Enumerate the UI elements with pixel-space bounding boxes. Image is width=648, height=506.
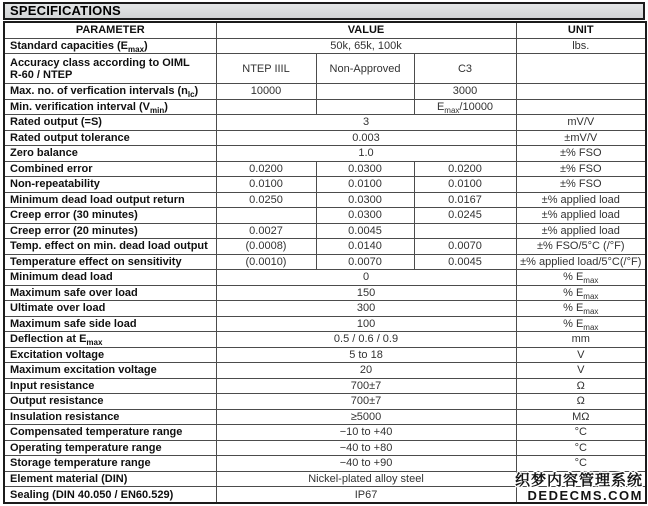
table-row [4, 99, 646, 115]
parameter-cell: Minimum dead load [4, 270, 216, 286]
unit-cell: lbs. [516, 38, 646, 54]
parameter-cell: Creep error (30 minutes) [4, 208, 216, 224]
parameter-cell: Input resistance [4, 378, 216, 394]
table-row [4, 425, 646, 441]
unit-cell [516, 84, 646, 100]
table-row [4, 192, 646, 208]
parameter-cell: Rated output tolerance [4, 130, 216, 146]
unit-cell: ±% FSO [516, 161, 646, 177]
value-cell [316, 99, 414, 115]
table-row [4, 363, 646, 379]
parameter-cell: Minimum dead load output return [4, 192, 216, 208]
table-row [4, 115, 646, 131]
value-cell: −40 to +90 [216, 456, 516, 472]
value-cell: 0.0100 [316, 177, 414, 193]
value-cell [316, 84, 414, 100]
column-header-parameter: PARAMETER [4, 22, 216, 38]
value-cell: 0.0140 [316, 239, 414, 255]
value-cell [216, 99, 316, 115]
parameter-cell: Output resistance [4, 394, 216, 410]
unit-cell: % $E_{max}$ [516, 270, 646, 286]
column-header-value: VALUE [216, 22, 516, 38]
value-cell: 0.0045 [414, 254, 516, 270]
value-cell: 20 [216, 363, 516, 379]
table-row [4, 223, 646, 239]
watermark [515, 473, 643, 503]
value-cell [216, 208, 316, 224]
unit-cell: mV/V [516, 115, 646, 131]
table-row [4, 332, 646, 348]
parameter-cell: Temperature effect on sensitivity [4, 254, 216, 270]
value-cell: 3000 [414, 84, 516, 100]
parameter-cell: Ultimate over load [4, 301, 216, 317]
parameter-cell: Storage temperature range [4, 456, 216, 472]
table-row [4, 38, 646, 54]
value-cell: 0 [216, 270, 516, 286]
unit-cell [516, 99, 646, 115]
value-cell: NTEP IIIL [216, 54, 316, 84]
unit-cell: ±% FSO/5°C (/°F) [516, 239, 646, 255]
table-row [4, 130, 646, 146]
parameter-cell: Zero balance [4, 146, 216, 162]
value-cell: 0.0070 [316, 254, 414, 270]
value-cell: 10000 [216, 84, 316, 100]
parameter-cell: Maximum safe side load [4, 316, 216, 332]
value-cell: Nickel-plated alloy steel [216, 471, 516, 487]
value-cell: 0.0045 [316, 223, 414, 239]
unit-cell: mm [516, 332, 646, 348]
value-cell: 3 [216, 115, 516, 131]
table-row [4, 146, 646, 162]
table-row [4, 347, 646, 363]
value-cell: 700±7 [216, 378, 516, 394]
unit-cell: Ω [516, 378, 646, 394]
unit-cell: V [516, 347, 646, 363]
unit-cell: ±mV/V [516, 130, 646, 146]
parameter-cell: Excitation voltage [4, 347, 216, 363]
value-cell: 0.0070 [414, 239, 516, 255]
value-cell: (0.0010) [216, 254, 316, 270]
parameter-cell: Combined error [4, 161, 216, 177]
parameter-cell: Creep error (20 minutes) [4, 223, 216, 239]
table-row [4, 54, 646, 84]
datasheet-page [3, 2, 645, 504]
value-cell: C3 [414, 54, 516, 84]
unit-cell: ±% applied load/5°C(/°F) [516, 254, 646, 270]
value-cell: 0.5 / 0.6 / 0.9 [216, 332, 516, 348]
table-row [4, 177, 646, 193]
value-cell: 1.0 [216, 146, 516, 162]
parameter-cell: Standard capacities $(E_{max})$ [4, 38, 216, 54]
unit-cell: % $E_{max}$ [516, 316, 646, 332]
table-row [4, 285, 646, 301]
unit-cell: °C [516, 456, 646, 472]
parameter-cell: Maximum excitation voltage [4, 363, 216, 379]
parameter-cell: Rated output (=S) [4, 115, 216, 131]
specifications-title-label: SPECIFICATIONS [10, 3, 121, 18]
value-cell: $E_{max}/10000$ [414, 99, 516, 115]
column-header-unit: UNIT [516, 22, 646, 38]
value-cell: 0.0027 [216, 223, 316, 239]
parameter-cell: Min. verification interval $(V_{min})$ [4, 99, 216, 115]
watermark-domain-text: DEDECMS.COM [527, 488, 643, 503]
table-row [4, 394, 646, 410]
parameter-cell: Insulation resistance [4, 409, 216, 425]
value-cell: 0.0300 [316, 208, 414, 224]
value-cell: 0.0300 [316, 161, 414, 177]
unit-cell: ±% FSO [516, 177, 646, 193]
table-row [4, 208, 646, 224]
value-cell: 0.0100 [216, 177, 316, 193]
unit-cell: Ω [516, 394, 646, 410]
table-row [4, 254, 646, 270]
specifications-title [3, 2, 645, 20]
value-cell: IP67 [216, 487, 516, 504]
table-row [4, 301, 646, 317]
unit-cell: °C [516, 425, 646, 441]
specifications-table [3, 21, 647, 504]
parameter-cell: Sealing (DIN 40.050 / EN60.529) [4, 487, 216, 504]
value-cell: 0.0300 [316, 192, 414, 208]
parameter-cell: Maximum safe over load [4, 285, 216, 301]
value-cell: 0.0250 [216, 192, 316, 208]
parameter-cell: Max. no. of verfication intervals $(n_{lc})$ [4, 84, 216, 100]
table-body [4, 38, 646, 503]
value-cell: 0.0245 [414, 208, 516, 224]
value-cell: 700±7 [216, 394, 516, 410]
parameter-cell: Deflection at $E_{max}$ [4, 332, 216, 348]
table-row [4, 84, 646, 100]
parameter-cell: Non-repeatability [4, 177, 216, 193]
table-row [4, 409, 646, 425]
value-cell: 5 to 18 [216, 347, 516, 363]
table-row [4, 270, 646, 286]
value-cell: ≥5000 [216, 409, 516, 425]
table-row [4, 456, 646, 472]
value-cell: −10 to +40 [216, 425, 516, 441]
value-cell: 300 [216, 301, 516, 317]
parameter-cell: Element material (DIN) [4, 471, 216, 487]
table-row [4, 440, 646, 456]
table-row [4, 161, 646, 177]
value-cell: 100 [216, 316, 516, 332]
value-cell: 0.0100 [414, 177, 516, 193]
value-cell: (0.0008) [216, 239, 316, 255]
parameter-cell: Operating temperature range [4, 440, 216, 456]
unit-cell: V [516, 363, 646, 379]
value-cell: −40 to +80 [216, 440, 516, 456]
table-row [4, 378, 646, 394]
unit-cell [516, 54, 646, 84]
value-cell: Non-Approved [316, 54, 414, 84]
value-cell: 0.0200 [216, 161, 316, 177]
watermark-chinese-text: 织梦内容管理系统 [514, 472, 643, 489]
value-cell: 150 [216, 285, 516, 301]
value-cell: 0.0200 [414, 161, 516, 177]
table-row [4, 316, 646, 332]
parameter-cell: Accuracy class according to OIML R-60 / NTEP [4, 54, 216, 84]
unit-cell: ±% FSO [516, 146, 646, 162]
unit-cell: % $E_{max}$ [516, 301, 646, 317]
value-cell: 50k, 65k, 100k [216, 38, 516, 54]
unit-cell: MΩ [516, 409, 646, 425]
value-cell [414, 223, 516, 239]
value-cell: 0.0167 [414, 192, 516, 208]
unit-cell: ±% applied load [516, 208, 646, 224]
parameter-cell: Temp. effect on min. dead load output [4, 239, 216, 255]
unit-cell: % $E_{max}$ [516, 285, 646, 301]
table-row [4, 239, 646, 255]
unit-cell: ±% applied load [516, 223, 646, 239]
unit-cell: °C [516, 440, 646, 456]
unit-cell: ±% applied load [516, 192, 646, 208]
value-cell: 0.003 [216, 130, 516, 146]
header-row [4, 22, 646, 38]
parameter-cell: Compensated temperature range [4, 425, 216, 441]
